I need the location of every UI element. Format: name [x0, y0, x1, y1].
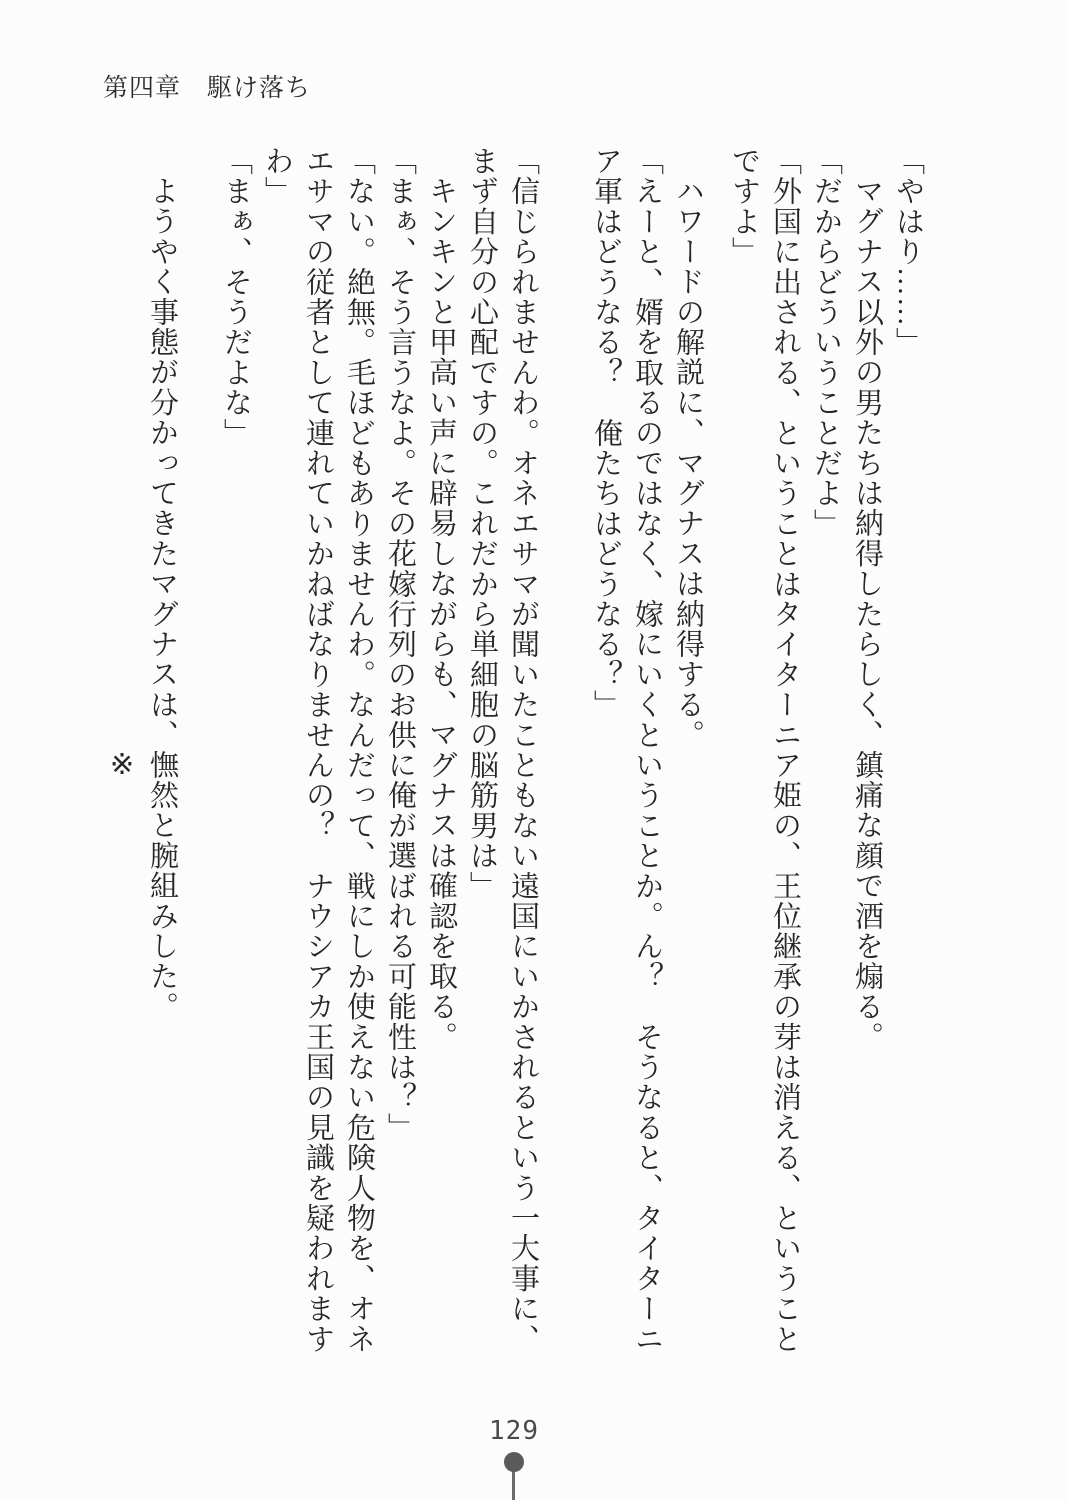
text-line: 「だからどういうことだよ」 [810, 146, 842, 539]
page-number: 129 [489, 1416, 539, 1446]
page-text [100, 146, 928, 1384]
text-line: 「まぁ、そうだよな」 [220, 146, 252, 448]
text-line: 「外国に出される、ということはタイターニア姫の、王位継承の芽は消える、ということ [769, 146, 801, 1354]
text-line: 「えーと、婿を取るのではなく、嫁にいくということか。ん？ そうなると、タイターニ [631, 146, 663, 1354]
text-line: ア軍はどうなる？ 俺たちはどうなる？」 [590, 146, 622, 720]
text-line: まず自分の心配ですの。これだから単細胞の脳筋男は」 [466, 146, 498, 901]
text-line: ようやく事態が分かってきたマグナスは、憮然と腕組みした。 [146, 176, 178, 1022]
text-line: 「ない。絶無。毛ほどもありませんわ。なんだって、戦にしか使えない危険人物を、オネ [343, 146, 375, 1354]
text-line: マグナス以外の男たちは納得したらしく、鎮痛な顔で酒を煽る。 [851, 176, 883, 1052]
text-line: ですよ」 [728, 146, 760, 267]
text-line: ※ [105, 747, 137, 783]
text-line: エサマの従者として連れていかねばなりませんの？ ナウシアカ王国の見識を疑われます [302, 146, 334, 1354]
text-line: キンキンと甲高い声に辟易しながらも、マグナスは確認を取る。 [425, 176, 457, 1052]
chapter-header: 第四章 駆け落ち [103, 75, 312, 102]
text-line: 「やはり……」 [892, 146, 924, 358]
text-line: 「信じられませんわ。オネエサマが聞いたこともない遠国にいかされるという一大事に、 [507, 146, 539, 1354]
text-line: ハワードの解説に、マグナスは納得する。 [672, 176, 704, 750]
text-line: 「まぁ、そう言うなよ。その花嫁行列のお供に俺が選ばれる可能性は？」 [384, 146, 416, 1143]
text-line: わ」 [261, 146, 293, 207]
page-marker-dot-icon [504, 1452, 524, 1472]
